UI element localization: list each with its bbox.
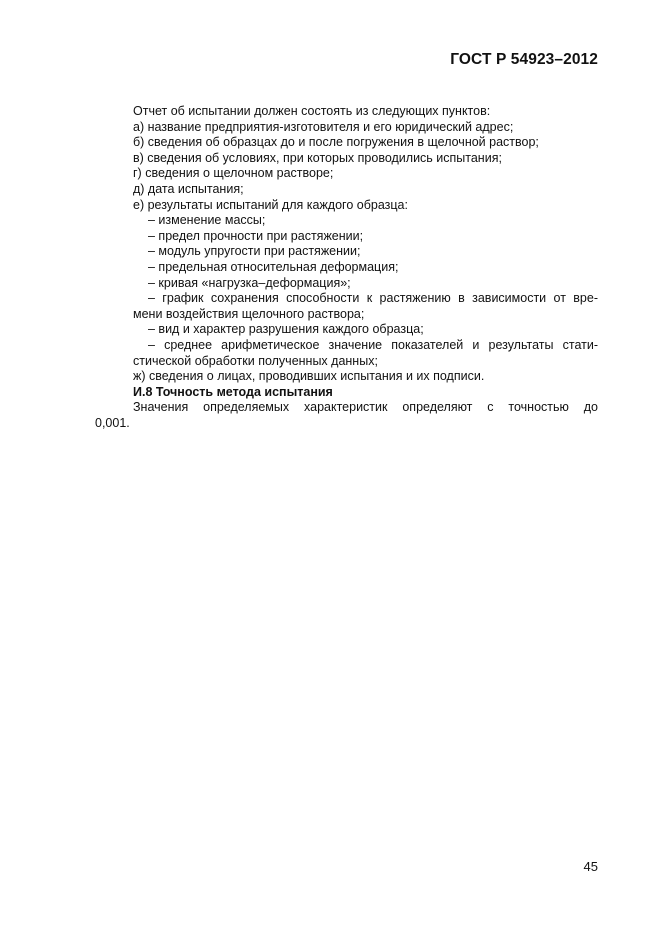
list-item: д) дата испытания; [133,181,244,196]
document-body [95,104,598,431]
sub-list-item: – предел прочности при растяжении; [148,228,364,243]
list-item: а) название предприятия-изготовителя и его юридический адрес; [133,119,514,134]
report-intro: Отчет об испытании должен состоять из следующих пунктов: [133,104,491,118]
document-code: ГОСТ Р 54923–2012 [450,51,598,68]
section-title: И.8 Точность метода испытания [133,384,333,399]
list-item: б) сведения об образцах до и после погружения в щелочной раствор; [133,135,539,150]
list-item: ж) сведения о лицах, проводивших испытания и их подписи. [133,369,485,384]
accuracy-text-line1: Значения определяемых характеристик определяют с точностью до [133,400,598,415]
sub-list-item: – модуль упругости при растяжении; [148,244,361,259]
accuracy-text-line2: 0,001. [95,415,130,430]
sub-list-item-mean-line1: – среднее арифметическое значение показателей и результаты стати- [148,337,598,352]
sub-list-item-graph-line2: мени воздействия щелочного раствора; [133,306,365,321]
sub-list-item: – изменение массы; [148,213,266,228]
page-number: 45 [583,859,598,874]
sub-list-item-graph-line1: – график сохранения способности к растяжению в зависимости от вре- [148,291,598,306]
list-item: е) результаты испытаний для каждого образца: [133,197,408,212]
sub-list-item-mean-line2: стической обработки полученных данных; [133,353,378,368]
list-item: г) сведения о щелочном растворе; [133,166,334,181]
sub-list-item: – предельная относительная деформация; [148,259,399,274]
sub-list-item: – вид и характер разрушения каждого образца; [148,322,424,337]
list-item: в) сведения об условиях, при которых проводились испытания; [133,150,502,165]
sub-list-item: – кривая «нагрузка–деформация»; [148,275,351,290]
